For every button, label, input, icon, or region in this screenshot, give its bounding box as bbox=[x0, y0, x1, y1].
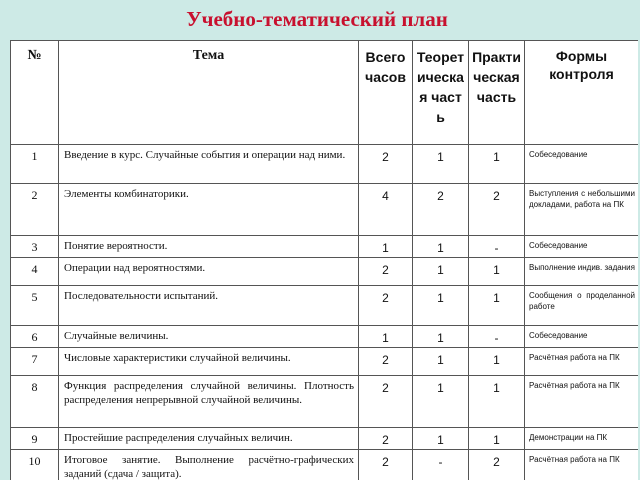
row-control-form: Собеседование bbox=[525, 236, 639, 258]
row-theory: - bbox=[413, 450, 469, 480]
row-total-hours: 2 bbox=[359, 145, 413, 184]
table-row bbox=[11, 326, 639, 348]
row-number: 8 bbox=[11, 376, 59, 428]
header-number: № bbox=[11, 41, 59, 145]
row-total-hours: 2 bbox=[359, 450, 413, 480]
row-control-form: Собеседование bbox=[525, 326, 639, 348]
row-practice: 1 bbox=[469, 428, 525, 450]
row-number: 9 bbox=[11, 428, 59, 450]
table-row bbox=[11, 428, 639, 450]
row-practice: 1 bbox=[469, 348, 525, 376]
row-total-hours: 2 bbox=[359, 376, 413, 428]
row-control-form: Расчётная работа на ПК bbox=[525, 376, 639, 428]
row-number: 5 bbox=[11, 286, 59, 326]
row-theory: 2 bbox=[413, 184, 469, 236]
table-row bbox=[11, 348, 639, 376]
row-theory: 1 bbox=[413, 428, 469, 450]
header-total-hours: Всего часов bbox=[359, 41, 413, 145]
row-topic: Последовательности испытаний. bbox=[59, 286, 359, 326]
page-title: Учебно-тематический план bbox=[186, 7, 448, 31]
row-number: 7 bbox=[11, 348, 59, 376]
row-theory: 1 bbox=[413, 258, 469, 286]
row-practice: 2 bbox=[469, 184, 525, 236]
row-theory: 1 bbox=[413, 326, 469, 348]
row-practice: 2 bbox=[469, 450, 525, 480]
row-control-form: Выступления с небольшими докладами, работа на ПК bbox=[525, 184, 639, 236]
row-topic: Итоговое занятие. Выполнение расчётно-графических заданий (сдача / защита). bbox=[59, 450, 359, 480]
row-number: 6 bbox=[11, 326, 59, 348]
row-number: 1 bbox=[11, 145, 59, 184]
row-theory: 1 bbox=[413, 376, 469, 428]
row-topic: Введение в курс. Случайные события и операции над ними. bbox=[59, 145, 359, 184]
table-row bbox=[11, 450, 639, 480]
row-number: 10 bbox=[11, 450, 59, 480]
row-number: 2 bbox=[11, 184, 59, 236]
row-theory: 1 bbox=[413, 348, 469, 376]
row-total-hours: 2 bbox=[359, 428, 413, 450]
row-topic: Простейшие распределения случайных величин. bbox=[59, 428, 359, 450]
row-practice: 1 bbox=[469, 258, 525, 286]
row-control-form: Сообщения о проделанной работе bbox=[525, 286, 639, 326]
header-theory: Теоретическая часть bbox=[413, 41, 469, 145]
row-practice: - bbox=[469, 326, 525, 348]
row-total-hours: 2 bbox=[359, 258, 413, 286]
table-header-row bbox=[11, 41, 639, 145]
table-row bbox=[11, 236, 639, 258]
header-practice: Практическая часть bbox=[469, 41, 525, 145]
row-practice: 1 bbox=[469, 145, 525, 184]
row-practice: - bbox=[469, 236, 525, 258]
row-practice: 1 bbox=[469, 376, 525, 428]
row-control-form: Демонстрации на ПК bbox=[525, 428, 639, 450]
row-practice: 1 bbox=[469, 286, 525, 326]
table-row bbox=[11, 258, 639, 286]
table-row bbox=[11, 184, 639, 236]
row-control-form: Выполнение индив. задания bbox=[525, 258, 639, 286]
row-topic: Элементы комбинаторики. bbox=[59, 184, 359, 236]
row-control-form: Собеседование bbox=[525, 145, 639, 184]
row-total-hours: 4 bbox=[359, 184, 413, 236]
row-theory: 1 bbox=[413, 286, 469, 326]
row-total-hours: 1 bbox=[359, 326, 413, 348]
plan-table-container bbox=[10, 40, 638, 480]
row-number: 3 bbox=[11, 236, 59, 258]
header-topic: Тема bbox=[59, 41, 359, 145]
row-theory: 1 bbox=[413, 145, 469, 184]
row-number: 4 bbox=[11, 258, 59, 286]
table-row bbox=[11, 145, 639, 184]
plan-table bbox=[10, 40, 638, 480]
row-theory: 1 bbox=[413, 236, 469, 258]
row-topic: Понятие вероятности. bbox=[59, 236, 359, 258]
row-topic: Операции над вероятностями. bbox=[59, 258, 359, 286]
row-total-hours: 2 bbox=[359, 286, 413, 326]
row-control-form: Расчётная работа на ПК bbox=[525, 450, 639, 480]
row-topic: Числовые характеристики случайной величины. bbox=[59, 348, 359, 376]
table-row bbox=[11, 376, 639, 428]
row-total-hours: 2 bbox=[359, 348, 413, 376]
row-total-hours: 1 bbox=[359, 236, 413, 258]
row-topic: Случайные величины. bbox=[59, 326, 359, 348]
header-control-forms: Формы контроля bbox=[525, 41, 639, 145]
row-control-form: Расчётная работа на ПК bbox=[525, 348, 639, 376]
row-topic: Функция распределения случайной величины. Плотность распределения непрерывной случайной величины. bbox=[59, 376, 359, 428]
table-row bbox=[11, 286, 639, 326]
